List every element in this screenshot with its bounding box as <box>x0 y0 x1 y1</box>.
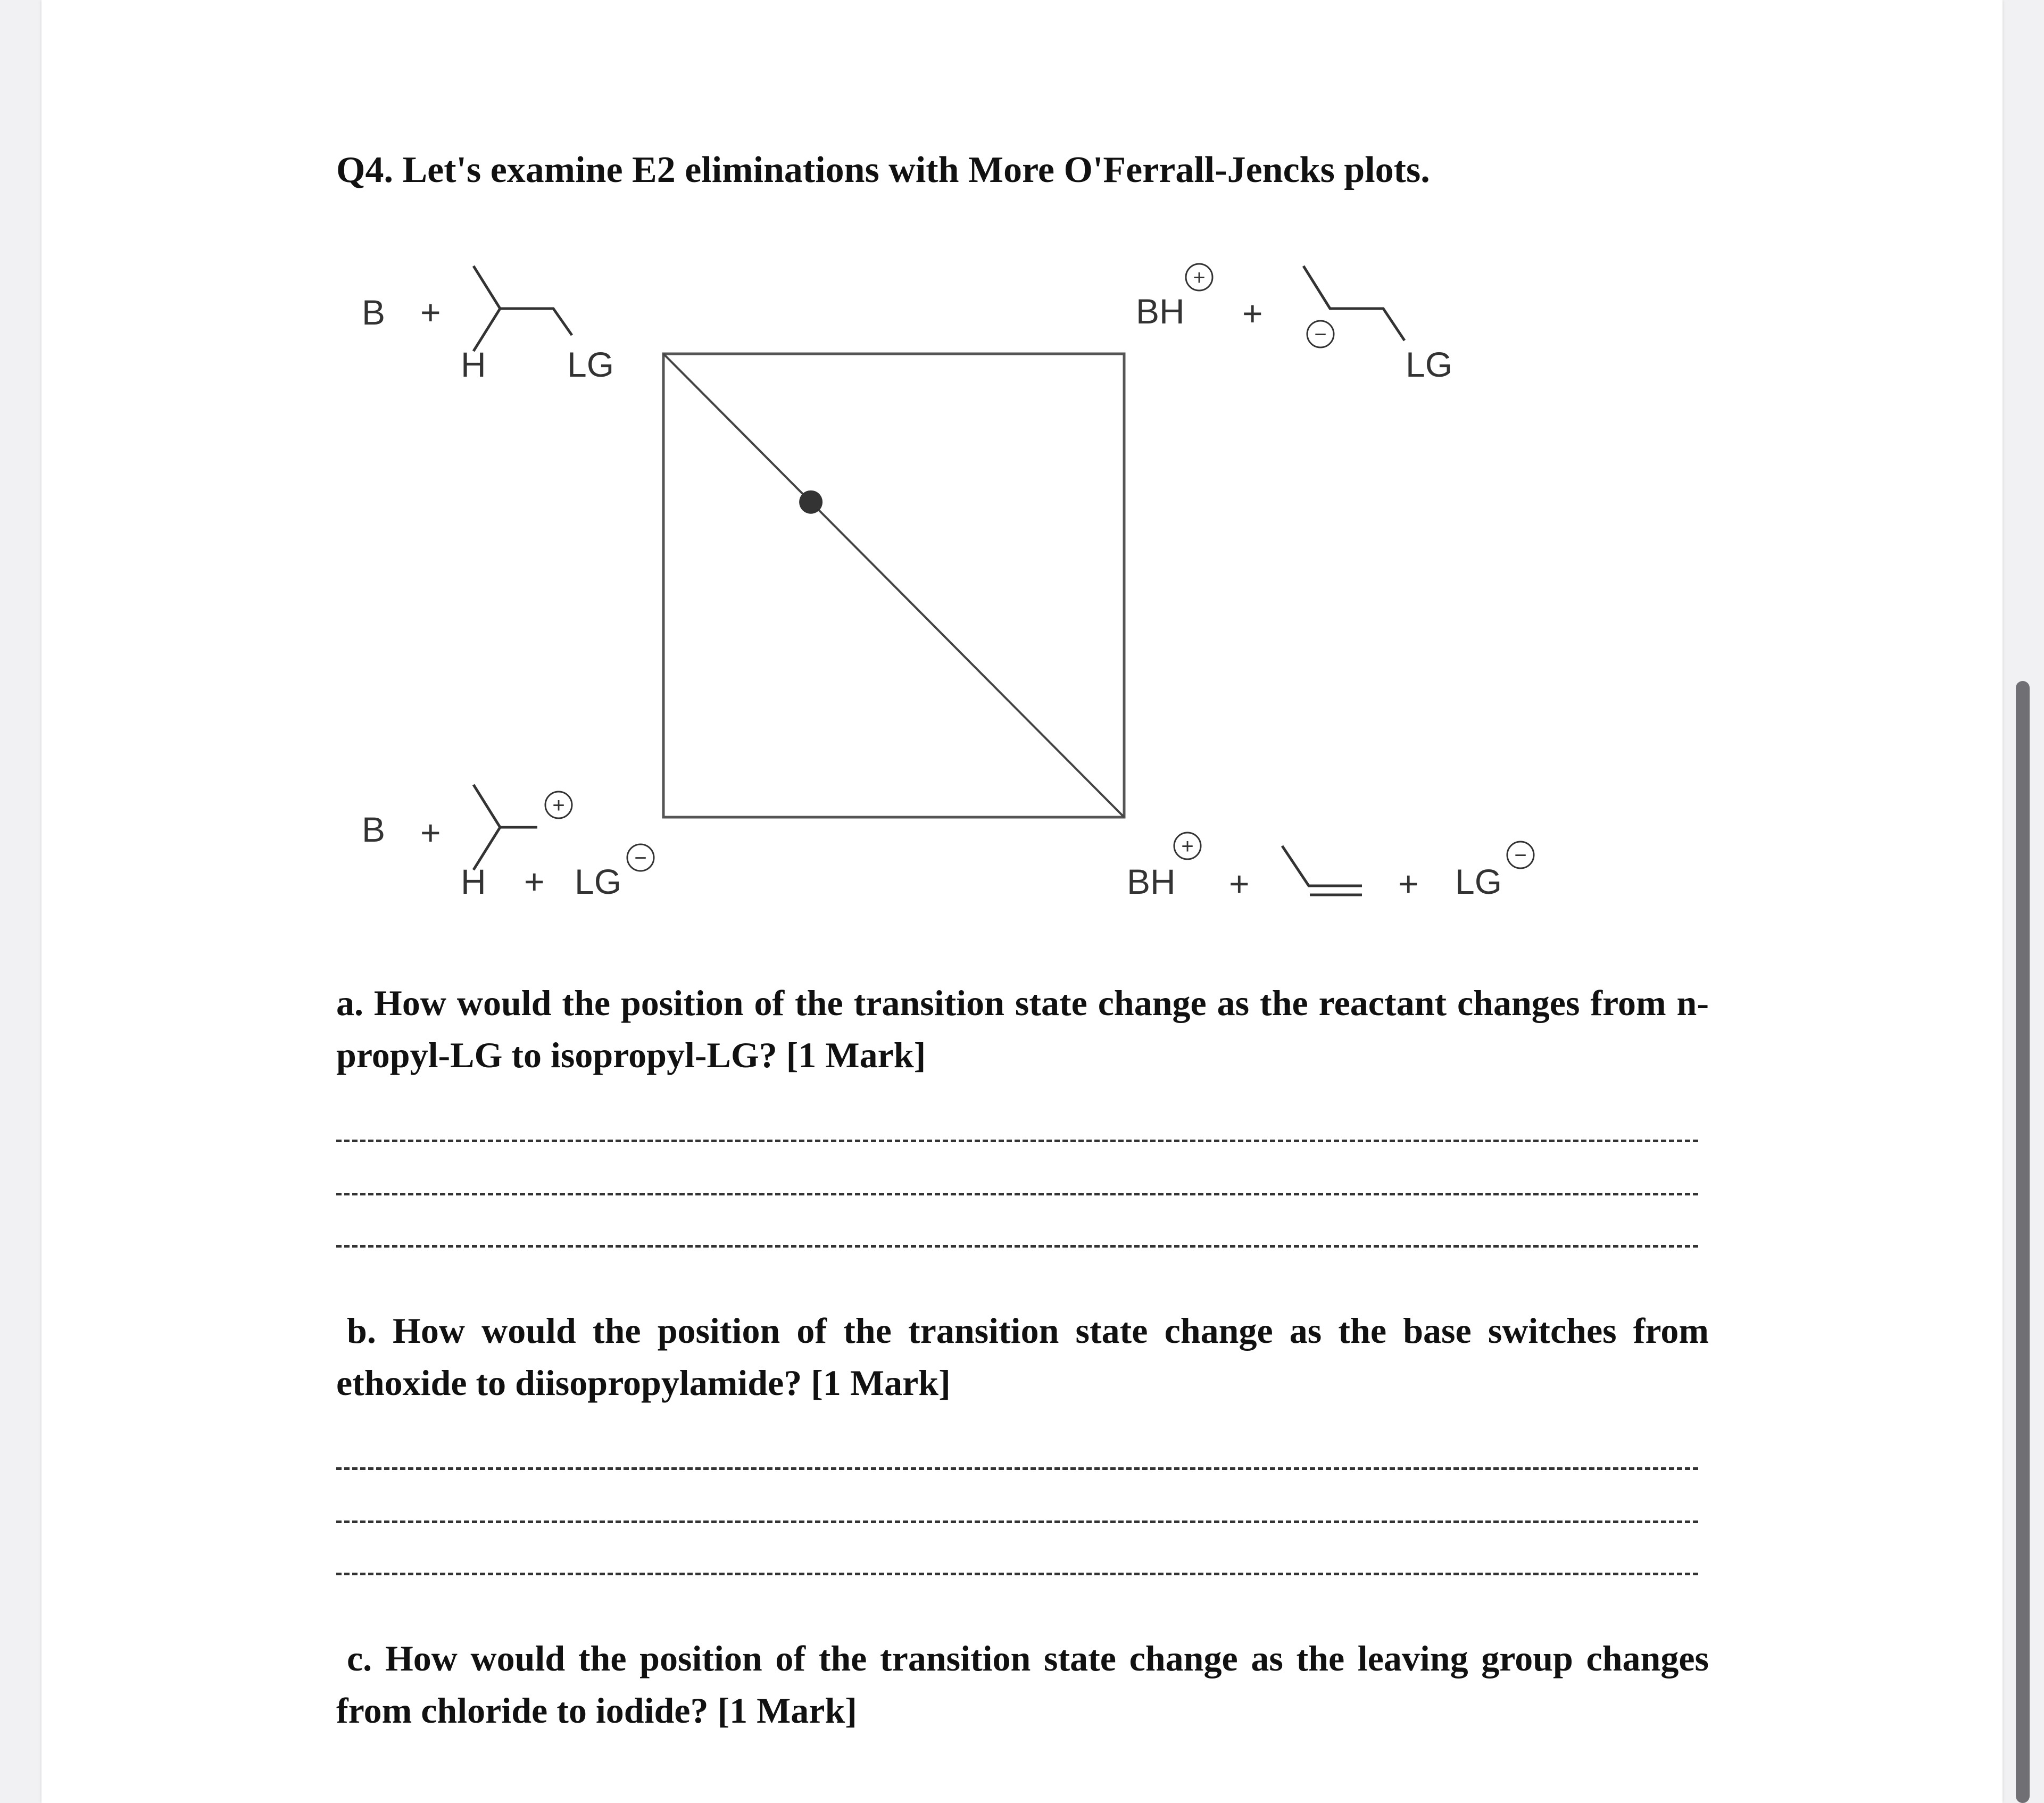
question-a: a. How would the position of the transition state change as the reactant changes from n-propyl-LG to isopropyl-LG? [1 Mark] <box>336 983 1709 1075</box>
question-b: b. How would the position of the transition state change as the base switches from ethoxide to diisopropylamide? [1 Mark] <box>336 1310 1709 1403</box>
corner-top-right <box>1136 264 1452 384</box>
transition-state-marker <box>799 491 822 514</box>
answer-line[interactable] <box>336 1245 1698 1248</box>
base-label: B <box>362 810 386 849</box>
cation-sign: + <box>1181 835 1194 858</box>
answer-line[interactable] <box>336 1467 1698 1470</box>
alkene-skeleton <box>1282 846 1362 886</box>
plus-sign: + <box>524 862 545 901</box>
question-heading: Q4. Let's examine E2 eliminations with More O'Ferrall-Jencks plots. <box>336 149 1430 190</box>
carbocation-skeleton <box>473 785 500 870</box>
corner-bottom-right <box>1127 833 1534 903</box>
hydrogen-label: H <box>461 862 486 901</box>
base-label: B <box>362 293 386 332</box>
plus-sign: + <box>1229 864 1250 903</box>
leaving-group-label: LG <box>1406 345 1453 384</box>
plus-sign: + <box>420 813 441 852</box>
answer-line[interactable] <box>336 1193 1698 1195</box>
answer-line[interactable] <box>336 1520 1698 1523</box>
cation-sign: + <box>1193 266 1206 289</box>
corner-bottom-left <box>362 785 654 901</box>
anion-sign: − <box>1514 844 1527 867</box>
leaving-group-label: LG <box>1455 862 1502 901</box>
substrate-skeleton <box>473 266 500 351</box>
conjugate-acid-label: BH <box>1127 862 1176 901</box>
conjugate-acid-label: BH <box>1136 292 1185 331</box>
corner-top-left <box>362 266 614 384</box>
scrollbar-thumb[interactable] <box>2016 681 2030 1803</box>
plus-sign: + <box>1242 294 1263 333</box>
anion-sign: − <box>1314 323 1327 346</box>
plus-sign: + <box>420 293 441 332</box>
leaving-group-label: LG <box>575 862 622 901</box>
plus-sign: + <box>1398 864 1419 903</box>
substrate-skeleton-chain <box>500 309 572 335</box>
reaction-coordinate-diagonal <box>663 354 1124 817</box>
anion-sign: − <box>634 846 647 870</box>
hydrogen-label: H <box>461 345 486 384</box>
question-c: c. How would the position of the transition state change as the leaving group changes from chloride to iodide? [1 Mark] <box>336 1638 1709 1731</box>
cation-sign: + <box>552 794 565 817</box>
answer-line[interactable] <box>336 1573 1698 1575</box>
leaving-group-label: LG <box>567 345 614 384</box>
answer-line[interactable] <box>336 1140 1698 1142</box>
